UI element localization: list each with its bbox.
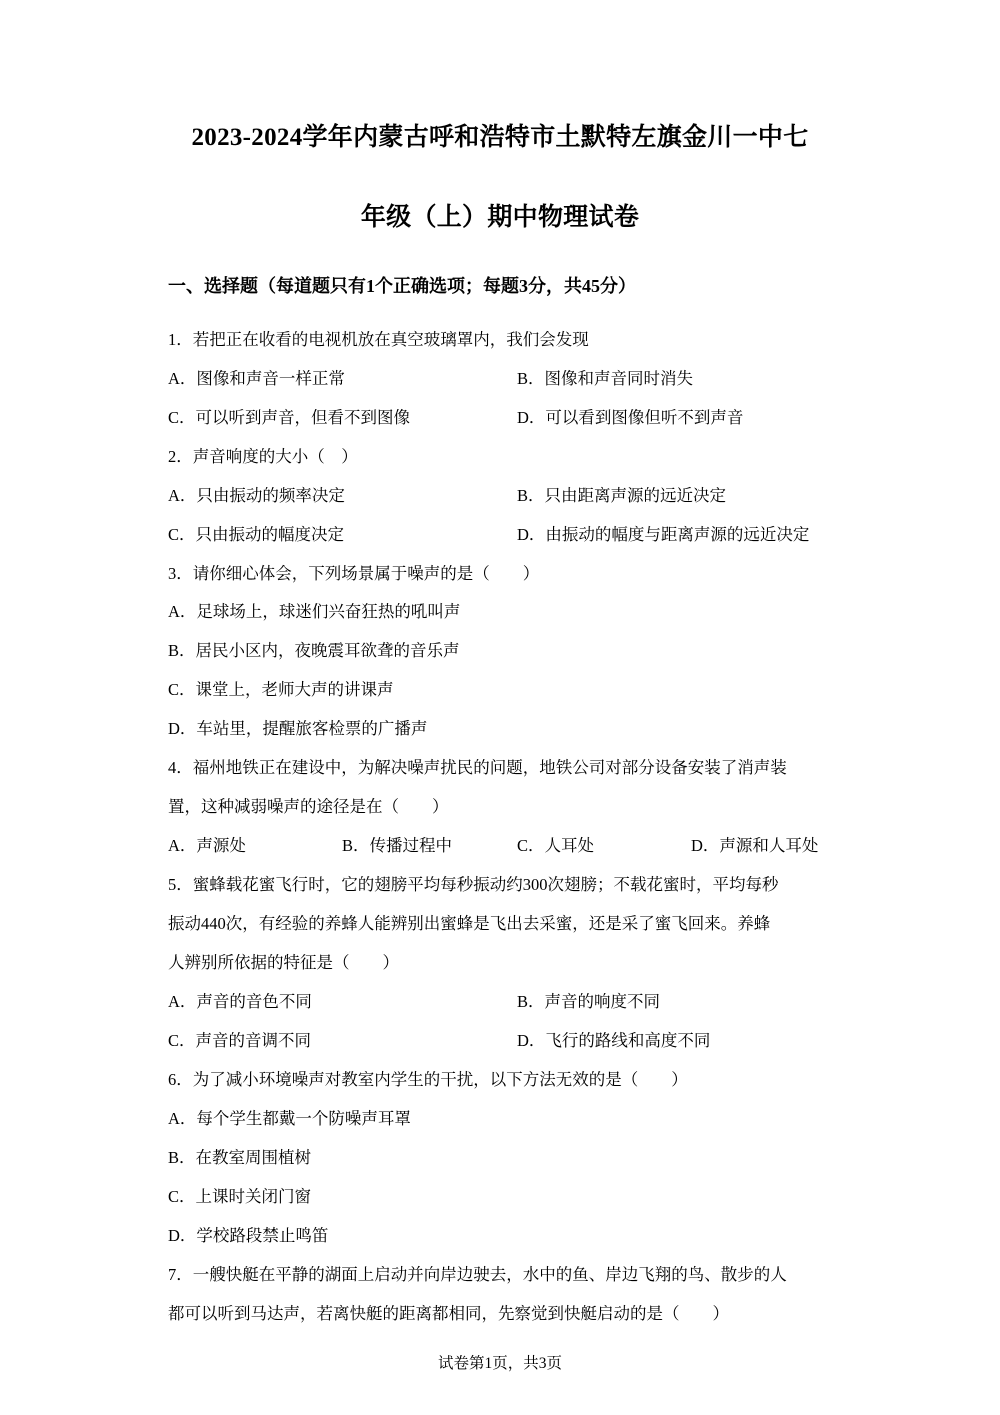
question-3-option-c: C．课堂上，老师大声的讲课声 — [168, 680, 394, 699]
question-3-option-a: A．足球场上，球迷们兴奋狂热的吼叫声 — [168, 602, 461, 621]
question-7-stem-line-1: 7．一艘快艇在平静的湖面上启动并向岸边驶去，水中的鱼、岸边飞翔的鸟、散步的人 — [168, 1265, 787, 1284]
question-1-stem: 1．若把正在收看的电视机放在真空玻璃罩内，我们会发现 — [168, 330, 589, 349]
question-5-option-a: A．声音的音色不同 — [168, 992, 312, 1011]
exam-title-line-1: 2023-2024学年内蒙古呼和浩特市土默特左旗金川一中七 — [191, 124, 809, 151]
question-7-stem-line-2: 都可以听到马达声，若离快艇的距离都相同，先察觉到快艇启动的是（ ） — [168, 1304, 729, 1323]
question-6-option-c: C．上课时关闭门窗 — [168, 1187, 312, 1206]
question-5-option-c: C．声音的音调不同 — [168, 1031, 312, 1050]
question-2-option-c: C．只由振动的幅度决定 — [168, 525, 345, 544]
section-heading-choice: 一、选择题（每道题只有1个正确选项；每题3分，共45分） — [168, 276, 636, 296]
question-3-option-d: D．车站里，提醒旅客检票的广播声 — [168, 719, 428, 738]
question-4-stem-line-2: 置，这种减弱噪声的途径是在（ ） — [168, 797, 449, 816]
question-4-option-a: A．声源处 — [168, 836, 246, 855]
question-4-stem-line-1: 4．福州地铁正在建设中，为解决噪声扰民的问题，地铁公司对部分设备安装了消声装 — [168, 758, 787, 777]
question-1-option-c: C．可以听到声音，但看不到图像 — [168, 408, 411, 427]
question-2-option-b: B．只由距离声源的远近决定 — [517, 486, 727, 505]
question-6-stem: 6．为了减小环境噪声对教室内学生的干扰，以下方法无效的是（ ） — [168, 1070, 688, 1089]
question-3-stem: 3．请你细心体会，下列场景属于噪声的是（ ） — [168, 564, 540, 583]
question-6-option-a: A．每个学生都戴一个防噪声耳罩 — [168, 1109, 411, 1128]
question-2-stem: 2．声音响度的大小（ ） — [168, 447, 358, 466]
page-footer: 试卷第1页，共3页 — [437, 1355, 562, 1372]
question-2-option-a: A．只由振动的频率决定 — [168, 486, 345, 505]
question-1-option-b: B．图像和声音同时消失 — [517, 369, 694, 388]
question-3-option-b: B．居民小区内，夜晚震耳欲聋的音乐声 — [168, 641, 460, 660]
question-1-option-d: D．可以看到图像但听不到声音 — [517, 408, 744, 427]
question-5-option-b: B．声音的响度不同 — [517, 992, 661, 1011]
question-5-option-d: D．飞行的路线和高度不同 — [517, 1031, 711, 1050]
question-2-option-d: D．由振动的幅度与距离声源的远近决定 — [517, 525, 810, 544]
question-6-option-d: D．学校路段禁止鸣笛 — [168, 1226, 329, 1245]
question-4-option-b: B．传播过程中 — [342, 836, 453, 855]
question-5-stem-line-1: 5．蜜蜂载花蜜飞行时，它的翅膀平均每秒振动约300次翅膀；不载花蜜时，平均每秒 — [168, 875, 779, 894]
question-5-stem-line-3: 人辨别所依据的特征是（ ） — [168, 953, 399, 972]
question-5-stem-line-2: 振动440次，有经验的养蜂人能辨别出蜜蜂是飞出去采蜜，还是采了蜜飞回来。养蜂 — [168, 914, 771, 933]
question-4-option-d: D．声源和人耳处 — [691, 836, 819, 855]
question-6-option-b: B．在教室周围植树 — [168, 1148, 312, 1167]
question-1-option-a: A．图像和声音一样正常 — [168, 369, 345, 388]
question-4-option-c: C．人耳处 — [517, 836, 595, 855]
exam-title-line-2: 年级（上）期中物理试卷 — [360, 204, 640, 231]
